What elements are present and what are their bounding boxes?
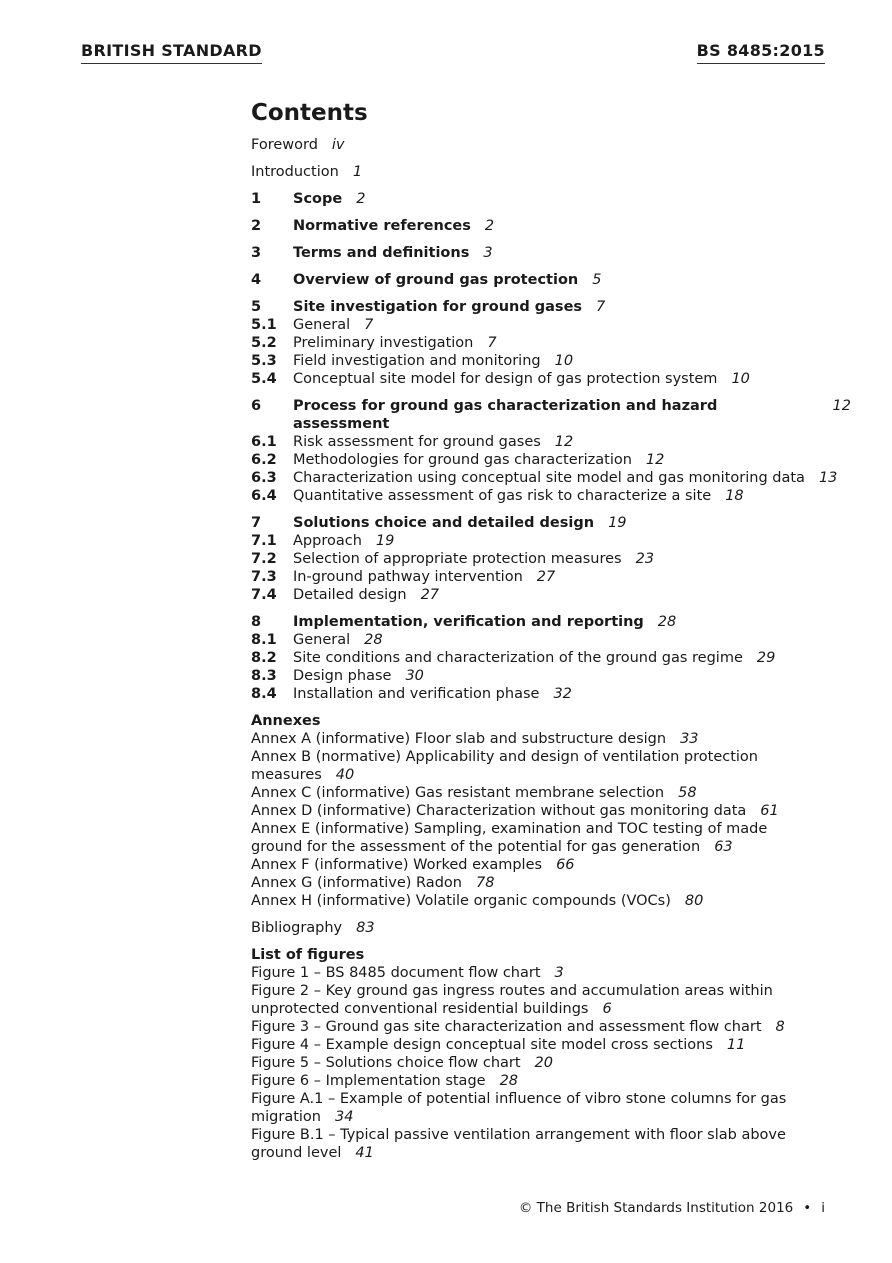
section-title: Normative references — [293, 218, 471, 234]
subsection-title: Methodologies for ground gas characterization — [293, 452, 632, 468]
toc-link[interactable] — [251, 919, 851, 937]
annex-label: Annex B (normative) Applicability and design of ventilation protection measures — [251, 749, 758, 783]
section-title: Overview of ground gas protection — [293, 272, 579, 288]
toc-entry-label: Introduction — [251, 164, 339, 180]
toc-page-number: iv — [331, 137, 345, 153]
toc-subsection-5.4[interactable] — [251, 370, 851, 388]
figure-label: Figure 2 – Key ground gas ingress routes and accumulation areas within unprotected conventional residential buildings — [251, 983, 773, 1017]
toc-figure-item[interactable] — [251, 1036, 791, 1054]
subsection-title: Detailed design — [293, 587, 407, 603]
subsection-title: Selection of appropriate protection measures — [293, 551, 622, 567]
toc-annex-item[interactable] — [251, 892, 821, 910]
subsection-number: 8.3 — [251, 668, 277, 684]
toc-page-number: 80 — [684, 893, 704, 909]
annex-label: Annex C (informative) Gas resistant membrane selection — [251, 785, 665, 801]
section-number: 2 — [251, 218, 262, 234]
page-number: i — [821, 1200, 825, 1216]
figures-heading: List of figures — [251, 947, 365, 963]
subsection-number: 5.3 — [251, 353, 277, 369]
toc-page-number: 28 — [657, 614, 677, 630]
toc-page-number: 28 — [364, 632, 383, 648]
toc-subsection-7.1[interactable] — [251, 532, 851, 550]
subsection-title: Quantitative assessment of gas risk to characterize a site — [293, 488, 712, 504]
toc-subsection-7.3[interactable] — [251, 568, 851, 586]
section-title: Terms and definitions — [293, 245, 470, 261]
toc-page-number: 58 — [678, 785, 697, 801]
toc-subsection-8.4[interactable] — [251, 685, 851, 703]
toc-page-number: 2 — [484, 218, 495, 234]
figure-label: Figure B.1 – Typical passive ventilation arrangement with floor slab above ground level — [251, 1127, 786, 1161]
subsection-number: 5.1 — [251, 317, 277, 333]
toc-page-number: 13 — [818, 470, 838, 486]
subsection-title: Field investigation and monitoring — [293, 353, 541, 369]
subsection-number: 5.2 — [251, 335, 277, 351]
section-title: Site investigation for ground gases — [293, 299, 583, 315]
subsection-number: 8.1 — [251, 632, 277, 648]
toc-subsection-6.3[interactable] — [251, 469, 851, 487]
toc-bibliography — [251, 919, 851, 937]
toc-section-1 — [251, 190, 851, 208]
figure-label: Figure 6 – Implementation stage — [251, 1073, 486, 1089]
toc-figure-item[interactable] — [251, 1126, 791, 1162]
toc-link[interactable] — [251, 613, 851, 631]
annex-label: Annex F (informative) Worked examples — [251, 857, 543, 873]
toc-page-number: 33 — [680, 731, 699, 747]
subsection-title: Conceptual site model for design of gas protection system — [293, 371, 718, 387]
toc-figure-item[interactable] — [251, 1054, 791, 1072]
toc-link[interactable] — [251, 514, 851, 532]
contents-title: Contents — [251, 100, 368, 126]
toc-page-number: 40 — [335, 767, 355, 783]
toc-figure-item[interactable] — [251, 964, 791, 982]
footer-bullet: • — [803, 1200, 812, 1216]
toc-page-number: 11 — [726, 1037, 746, 1053]
toc-page-number: 2 — [356, 191, 366, 207]
subsection-title: In-ground pathway intervention — [293, 569, 523, 585]
subsection-number: 6.1 — [251, 434, 277, 450]
toc-annex-item[interactable] — [251, 856, 821, 874]
toc-page-number: 3 — [483, 245, 493, 261]
toc-section-4 — [251, 271, 851, 289]
subsection-title: Characterization using conceptual site model and gas monitoring data — [293, 470, 805, 486]
toc-figures — [251, 946, 851, 1162]
toc-page-number: 61 — [760, 803, 779, 819]
subsection-title: Site conditions and characterization of the ground gas regime — [293, 650, 743, 666]
toc-page-number: 5 — [592, 272, 602, 288]
toc-page-number: 78 — [475, 875, 495, 891]
bibliography-label: Bibliography — [251, 920, 343, 936]
subsection-title: Installation and verification phase — [293, 686, 540, 702]
subsection-number: 7.3 — [251, 569, 277, 585]
toc-link[interactable] — [251, 271, 851, 289]
toc-section-8 — [251, 613, 851, 703]
toc-figure-item[interactable] — [251, 982, 791, 1018]
toc-page-number: 10 — [554, 353, 574, 369]
toc-page-number: 19 — [608, 515, 627, 531]
toc-page-number: 23 — [635, 551, 655, 567]
toc-page-number: 7 — [487, 335, 497, 351]
toc-page-number: 41 — [355, 1145, 374, 1161]
toc-annex-item[interactable] — [251, 802, 821, 820]
toc-link[interactable] — [251, 244, 851, 262]
section-number: 6 — [251, 398, 262, 414]
toc-link[interactable] — [251, 163, 851, 181]
toc-section-2 — [251, 217, 851, 235]
toc-annex-item[interactable] — [251, 874, 821, 892]
toc-page-number: 1 — [352, 164, 363, 180]
subsection-number: 7.4 — [251, 587, 277, 603]
toc-page-number: 66 — [556, 857, 575, 873]
figure-label: Figure 1 – BS 8485 document flow chart — [251, 965, 541, 981]
copyright-text: © The British Standards Institution 2016 — [518, 1200, 794, 1216]
toc-page-number: 7 — [596, 299, 606, 315]
section-number: 4 — [251, 272, 262, 288]
page-footer — [519, 1199, 825, 1217]
toc-section-3 — [251, 244, 851, 262]
section-title: Implementation, verification and reporting — [293, 614, 644, 630]
toc-page-number: 28 — [499, 1073, 519, 1089]
annex-label: Annex A (informative) Floor slab and substructure design — [251, 731, 667, 747]
subsection-number: 6.3 — [251, 470, 277, 486]
toc-page-number: 34 — [334, 1109, 354, 1125]
toc-page-number: 27 — [536, 569, 556, 585]
toc-page-number: 27 — [420, 587, 440, 603]
toc-page-number: 19 — [375, 533, 395, 549]
subsection-title: Design phase — [293, 668, 392, 684]
toc-subsection-7.2[interactable] — [251, 550, 851, 568]
toc-page-number: 8 — [775, 1019, 785, 1035]
annex-label: Annex D (informative) Characterization without gas monitoring data — [251, 803, 747, 819]
toc-entry-label: Foreword — [251, 137, 318, 153]
header-standard-label: BRITISH STANDARD — [81, 41, 262, 64]
toc-page-number: 12 — [645, 452, 665, 468]
section-number: 7 — [251, 515, 262, 531]
toc-subsection-8.3[interactable] — [251, 667, 851, 685]
toc-page-number: 83 — [356, 920, 375, 936]
toc-page-number: 12 — [832, 398, 851, 414]
toc-subsection-8.2[interactable] — [251, 649, 851, 667]
table-of-contents — [251, 99, 851, 1162]
toc-entry-front — [251, 163, 851, 181]
figure-label: Figure A.1 – Example of potential influence of vibro stone columns for gas migration — [251, 1091, 787, 1125]
toc-annex-item[interactable] — [251, 820, 821, 856]
toc-page-number: 20 — [534, 1055, 553, 1071]
subsection-number: 6.2 — [251, 452, 277, 468]
toc-page-number: 6 — [602, 1001, 612, 1017]
toc-annex-item[interactable] — [251, 748, 821, 784]
annex-label: Annex H (informative) Volatile organic compounds (VOCs) — [251, 893, 671, 909]
section-number: 5 — [251, 299, 262, 315]
toc-link[interactable] — [251, 397, 851, 433]
toc-link[interactable] — [251, 298, 851, 316]
toc-page-number: 29 — [756, 650, 776, 666]
subsection-title: General — [293, 632, 351, 648]
toc-page-number: 3 — [554, 965, 564, 981]
subsection-number: 8.4 — [251, 686, 277, 702]
toc-subsection-8.1[interactable] — [251, 631, 851, 649]
toc-page-number: 32 — [553, 686, 572, 702]
toc-section-7 — [251, 514, 851, 604]
subsection-title: Preliminary investigation — [293, 335, 474, 351]
toc-link[interactable] — [251, 190, 851, 208]
toc-figure-item[interactable] — [251, 1018, 791, 1036]
toc-link[interactable] — [251, 217, 851, 235]
section-number: 1 — [251, 191, 262, 207]
toc-figure-item[interactable] — [251, 1072, 791, 1090]
toc-subsection-6.4[interactable] — [251, 487, 851, 505]
toc-link[interactable] — [251, 136, 851, 154]
annex-label: Annex E (informative) Sampling, examination and TOC testing of made ground for the assessment of the potential for gas generation — [251, 821, 768, 855]
header-document-number: BS 8485:2015 — [697, 41, 825, 64]
toc-subsection-6.1[interactable] — [251, 433, 851, 451]
toc-page-number: 12 — [554, 434, 574, 450]
toc-body — [251, 136, 851, 1162]
toc-figure-item[interactable] — [251, 1090, 791, 1126]
subsection-title: Approach — [293, 533, 362, 549]
toc-page-number: 63 — [714, 839, 733, 855]
section-title: Scope — [293, 191, 343, 207]
subsection-number: 7.2 — [251, 551, 277, 567]
section-number: 8 — [251, 614, 262, 630]
toc-entry-front — [251, 136, 851, 154]
toc-subsection-5.3[interactable] — [251, 352, 851, 370]
toc-page-number: 18 — [725, 488, 744, 504]
subsection-title: General — [293, 317, 351, 333]
toc-annexes — [251, 712, 851, 910]
subsection-title: Risk assessment for ground gases — [293, 434, 541, 450]
subsection-number: 5.4 — [251, 371, 277, 387]
toc-section-5 — [251, 298, 851, 388]
toc-subsection-5.2[interactable] — [251, 334, 851, 352]
toc-subsection-5.1[interactable] — [251, 316, 851, 334]
subsection-number: 6.4 — [251, 488, 277, 504]
figure-label: Figure 5 – Solutions choice flow chart — [251, 1055, 521, 1071]
section-title: Process for ground gas characterization and hazard assessment — [293, 398, 718, 432]
figure-label: Figure 3 – Ground gas site characterization and assessment flow chart — [251, 1019, 762, 1035]
toc-subsection-6.2[interactable] — [251, 451, 851, 469]
annex-label: Annex G (informative) Radon — [251, 875, 462, 891]
subsection-number: 8.2 — [251, 650, 277, 666]
toc-section-6 — [251, 397, 851, 505]
section-title: Solutions choice and detailed design — [293, 515, 595, 531]
toc-page-number: 7 — [364, 317, 374, 333]
toc-annex-item[interactable] — [251, 784, 821, 802]
subsection-number: 7.1 — [251, 533, 277, 549]
toc-subsection-7.4[interactable] — [251, 586, 851, 604]
figure-label: Figure 4 – Example design conceptual site model cross sections — [251, 1037, 713, 1053]
section-number: 3 — [251, 245, 262, 261]
toc-annex-item[interactable] — [251, 730, 821, 748]
annexes-heading: Annexes — [251, 713, 321, 729]
toc-page-number: 30 — [405, 668, 424, 684]
toc-page-number: 10 — [731, 371, 750, 387]
